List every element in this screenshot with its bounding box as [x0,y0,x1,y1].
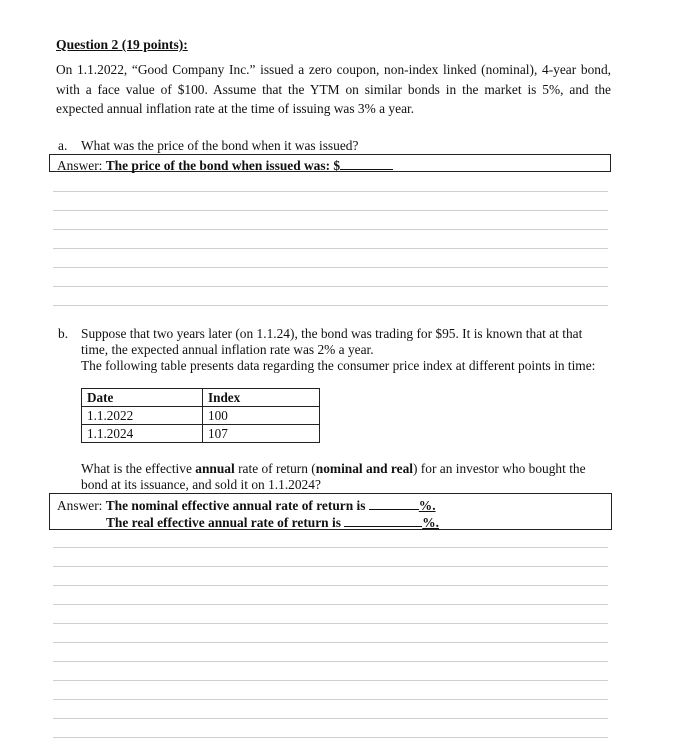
ruled-line [53,210,608,211]
real-answer-text: The real effective annual rate of return is [106,515,345,530]
ruled-line [53,699,608,700]
table-header-index: Index [203,389,320,407]
ruled-line [53,229,608,230]
ruled-line [53,661,608,662]
real-answer-blank[interactable] [344,513,422,527]
ruled-line [53,191,608,192]
nominal-answer-line [57,496,436,514]
ruled-line [53,737,608,738]
ruled-line [53,305,608,306]
question-text: rate of return ( [234,461,316,476]
percent-sign: %. [422,515,440,530]
ruled-line [53,718,608,719]
ruled-line [53,547,608,548]
table-row [82,425,320,443]
question-title: Question 2 (19 points): [56,37,188,52]
part-a-question: What was the price of the bond when it was issued? [81,138,359,153]
question-emphasis: nominal and real [315,461,413,476]
part-a-answer-text: The price of the bond when issued was: $ [105,158,341,173]
ruled-line [53,623,608,624]
part-a-label: a. [58,138,68,153]
table-header-date: Date [82,389,203,407]
nominal-answer-text: The nominal effective annual rate of return is [105,498,369,513]
ruled-line [53,286,608,287]
part-b-question [81,461,611,493]
question-text: ) for an investor who bought the bond at its issuance, and sold it on 1.1.2024? [81,461,586,492]
table-row [82,407,320,425]
ruled-line [53,248,608,249]
answer-prefix: Answer: [57,498,106,513]
nominal-answer-blank[interactable] [369,496,419,510]
part-a-answer-blank[interactable] [340,156,393,170]
ruled-line [53,680,608,681]
part-b-line2: The following table presents data regarding the consumer price index at different points in time: [81,358,596,373]
table-cell-index: 100 [203,407,320,425]
table-cell-date: 1.1.2024 [82,425,203,443]
question-emphasis: annual [195,461,235,476]
table-cell-date: 1.1.2022 [82,407,203,425]
ruled-line [53,566,608,567]
cpi-table [81,388,320,443]
question-intro: On 1.1.2022, “Good Company Inc.” issued a zero coupon, non-index linked (nominal), 4-year bond, with a face value of $100. Assume that the YTM on similar bonds in the market is 5%, and the expected annual inflation rate at the time of issuing was 3% a year. [56,62,611,116]
part-b-answer-box [49,493,612,530]
part-a-answer-line [57,156,393,174]
part-b-line1: Suppose that two years later (on 1.1.24), the bond was trading for $95. It is known that at that time, the expected annual inflation rate was 2% a year. [81,326,583,357]
question-text: What is the effective [81,461,196,476]
percent-sign: %. [418,498,436,513]
ruled-line [53,585,608,586]
ruled-line [53,267,608,268]
part-a-answer-box [49,154,611,172]
table-cell-index: 107 [203,425,320,443]
ruled-line [53,642,608,643]
ruled-line [53,604,608,605]
table-header-row [82,389,320,407]
answer-prefix: Answer: [57,158,106,173]
part-b-label: b. [58,326,69,341]
real-answer-line [106,513,439,531]
